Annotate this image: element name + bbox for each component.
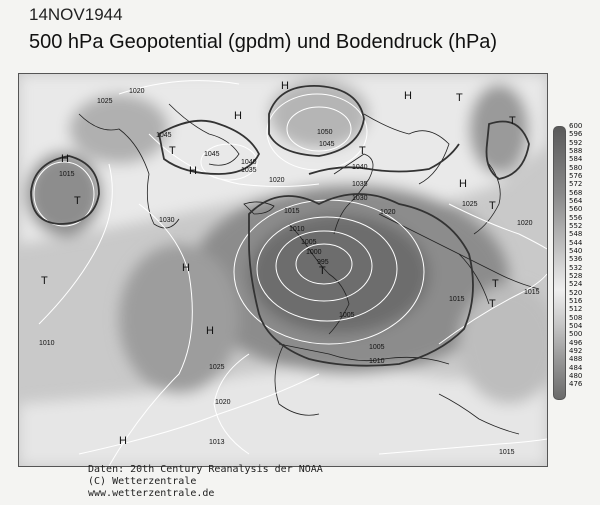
- isobar-label: 1030: [159, 217, 175, 224]
- isobar-label: 1013: [209, 439, 225, 446]
- legend-value: 496: [569, 338, 583, 347]
- legend-value: 504: [569, 321, 583, 330]
- legend-value: 532: [569, 263, 583, 272]
- legend-value: 556: [569, 213, 583, 222]
- isobar-label: 1050: [317, 129, 333, 136]
- legend-color-bar: [553, 126, 566, 400]
- isobar-label: 1005: [369, 344, 385, 351]
- legend-value: 528: [569, 271, 583, 280]
- legend-value: 476: [569, 380, 583, 389]
- legend-value: 596: [569, 130, 583, 139]
- legend-value: 600: [569, 122, 583, 130]
- low-pressure-marker: T: [492, 278, 499, 290]
- low-pressure-marker: T: [489, 298, 496, 310]
- weather-map: [18, 73, 548, 467]
- isobar-label: 1045: [204, 151, 220, 158]
- high-pressure-marker: H: [61, 153, 69, 165]
- legend-value: 592: [569, 138, 583, 147]
- isobar-label: 1035: [352, 181, 368, 188]
- isobar-label: 1005: [339, 312, 355, 319]
- legend-value: 564: [569, 196, 583, 205]
- isobar-label: 1020: [129, 88, 145, 95]
- legend-value: 552: [569, 221, 583, 230]
- isobar-label: 1020: [269, 177, 285, 184]
- high-pressure-marker: H: [119, 435, 127, 447]
- credits-data-source: Daten: 20th Century Reanalysis der NOAA: [88, 464, 323, 475]
- high-pressure-marker: H: [404, 90, 412, 102]
- low-pressure-marker: T: [359, 145, 366, 157]
- isobar-label: 1010: [369, 358, 385, 365]
- isobar-label: 1005: [301, 239, 317, 246]
- legend-value: 576: [569, 171, 583, 180]
- legend-value: 480: [569, 371, 583, 380]
- legend-value: 484: [569, 363, 583, 372]
- low-pressure-marker: T: [456, 92, 463, 104]
- isobar-label: 1020: [215, 399, 231, 406]
- low-pressure-marker: T: [509, 115, 516, 127]
- isobar-label: 1020: [517, 220, 533, 227]
- isobar-label: 1020: [380, 209, 396, 216]
- low-pressure-marker: T: [319, 265, 326, 277]
- isobar-label: 1040: [352, 164, 368, 171]
- isobar-label: 1015: [524, 289, 540, 296]
- legend-value: 548: [569, 230, 583, 239]
- legend-value: 560: [569, 205, 583, 214]
- isobar-label: 1045: [156, 132, 172, 139]
- isobar-label: 1010: [289, 226, 305, 233]
- isobar-label: 1000: [306, 249, 322, 256]
- isobar-label: 995: [317, 259, 329, 266]
- isobar-label: 1045: [319, 141, 335, 148]
- isobar-label: 1010: [39, 340, 55, 347]
- legend-value: 588: [569, 146, 583, 155]
- low-pressure-marker: T: [169, 145, 176, 157]
- isobar-label: 1025: [97, 98, 113, 105]
- high-pressure-marker: H: [234, 110, 242, 122]
- high-pressure-marker: H: [182, 262, 190, 274]
- isobar-label: 1035: [241, 167, 257, 174]
- color-legend: [550, 122, 592, 400]
- high-pressure-marker: H: [459, 178, 467, 190]
- map-title: 500 hPa Geopotential (gpdm) und Bodendruck (hPa): [29, 31, 498, 53]
- low-pressure-marker: T: [41, 275, 48, 287]
- legend-value: 544: [569, 238, 583, 247]
- legend-value: 516: [569, 296, 583, 305]
- map-date: 14NOV1944: [29, 5, 123, 24]
- isobar-label: 1015: [284, 208, 300, 215]
- credits-copyright: (C) Wetterzentrale: [88, 476, 197, 487]
- legend-value: 524: [569, 280, 583, 289]
- legend-value: 568: [569, 188, 583, 197]
- legend-value: 540: [569, 246, 583, 255]
- legend-value: 584: [569, 155, 583, 164]
- legend-value: 580: [569, 163, 583, 172]
- legend-value: 572: [569, 180, 583, 189]
- isobar-label: 1030: [352, 195, 368, 202]
- isobar-label: 1025: [209, 364, 225, 371]
- legend-value: 520: [569, 288, 583, 297]
- credits: [88, 464, 323, 500]
- high-pressure-marker: H: [281, 80, 289, 92]
- credits-website: www.wetterzentrale.de: [88, 488, 215, 499]
- legend-value: 536: [569, 255, 583, 264]
- isobar-label: 1015: [499, 449, 515, 456]
- legend-value: 492: [569, 346, 583, 355]
- high-pressure-marker: H: [189, 165, 197, 177]
- legend-value: 508: [569, 313, 583, 322]
- legend-value: 512: [569, 305, 583, 314]
- isobar-label: 1025: [462, 201, 478, 208]
- map-canvas: [19, 74, 547, 466]
- legend-value: 500: [569, 330, 583, 339]
- low-pressure-marker: T: [489, 200, 496, 212]
- low-pressure-marker: T: [74, 195, 81, 207]
- isobar-label: 1015: [449, 296, 465, 303]
- legend-value: 488: [569, 355, 583, 364]
- high-pressure-marker: H: [206, 325, 214, 337]
- isobar-label: 1015: [59, 171, 75, 178]
- isobar-label: 1040: [241, 159, 257, 166]
- legend-labels: [569, 122, 582, 389]
